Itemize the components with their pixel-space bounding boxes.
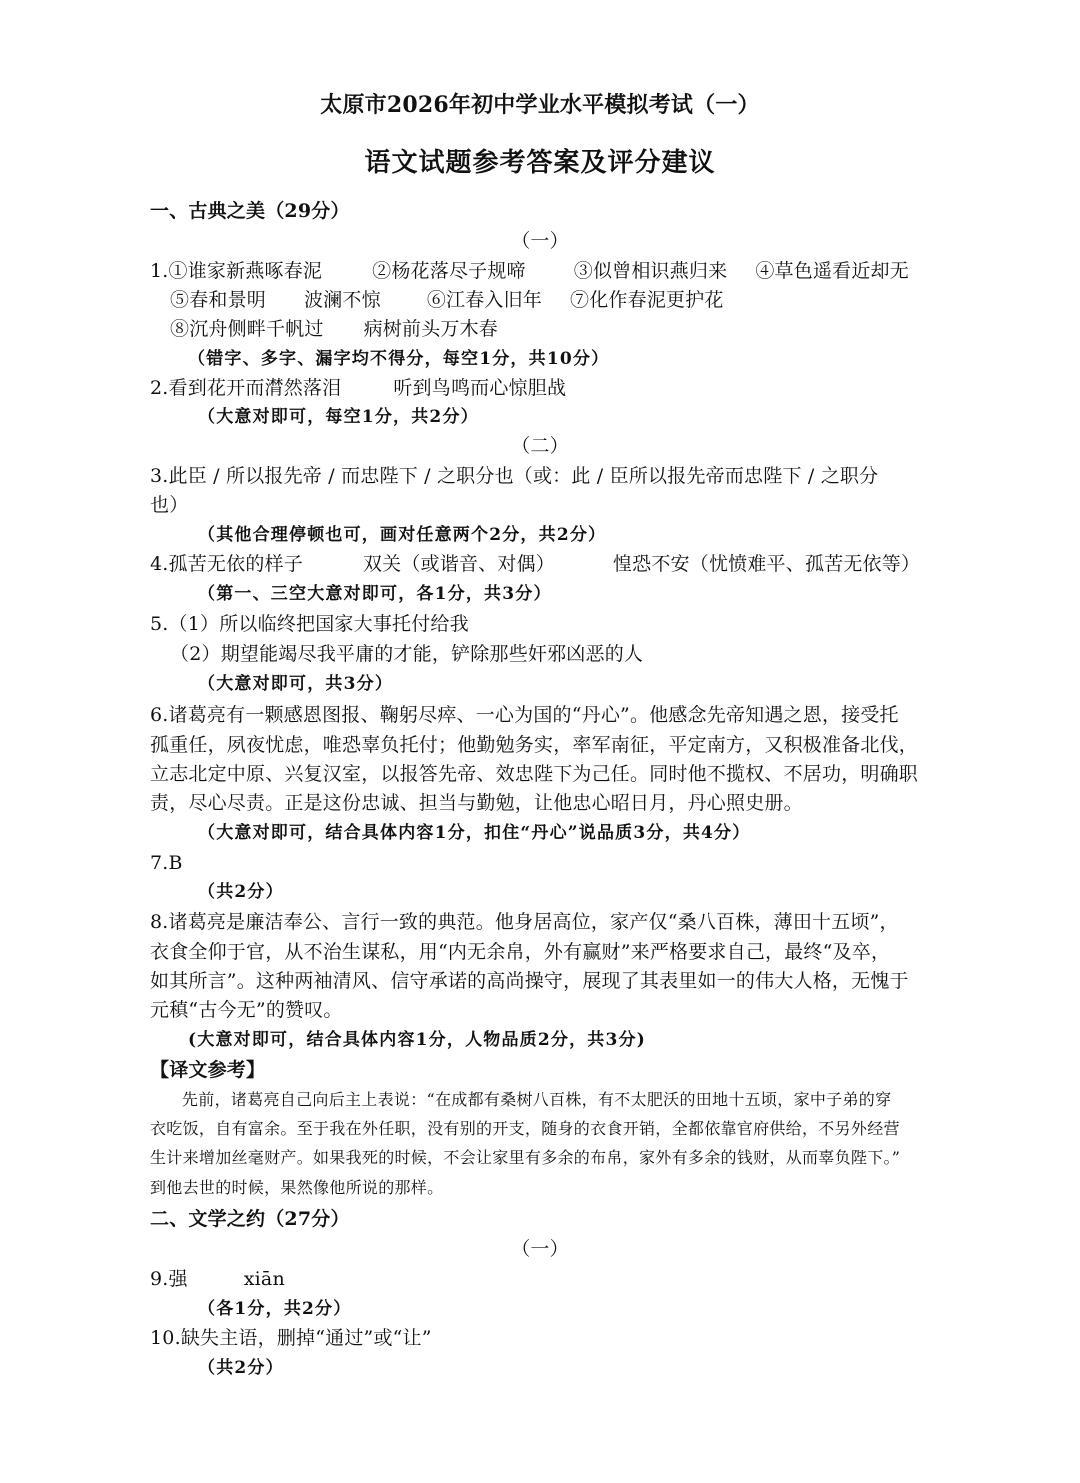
translation-heading: 【译文参考】 [150, 1059, 266, 1081]
q4-scoring-note: （第一、三空大意对即可，各1分，共3分） [198, 584, 552, 604]
q3-answer-line1: 3.此臣 / 所以报先帝 / 而忠陛下 / 之职分也（或：此 / 臣所以报先帝而忠陛下 / 之职分 [150, 465, 879, 487]
q1-blank-4: ④草色遥看近却无 [755, 260, 909, 282]
q9-blank-1: 9.强 [150, 1268, 188, 1290]
section2-heading: 二、文学之约（27分） [150, 1208, 350, 1230]
q2-blank-1: 2.看到花开而潸然落泪 [150, 377, 342, 399]
q3-scoring-note: （其他合理停顿也可，画对任意两个2分，共2分） [198, 525, 607, 545]
q10-scoring-note: （共2分） [198, 1358, 284, 1378]
q8-scoring-note: (大意对即可，结合具体内容1分，人物品质2分，共3分) [188, 1030, 646, 1050]
q2-scoring-note: （大意对即可，每空1分，共2分） [198, 407, 479, 427]
translation-line4: 到他去世的时候，果然像他所说的那样。 [150, 1178, 444, 1197]
q1-blank-6: ⑥江春入旧年 [426, 289, 543, 311]
q4-blank-1: 4.孤苦无依的样子 [150, 553, 303, 575]
q4-answer [150, 551, 920, 577]
q1-blank-8a: ⑧沉舟侧畔千帆过 [170, 318, 324, 340]
q2-answer [150, 375, 566, 401]
document-title: 太原市2026年初中学业水平模拟考试（一） [320, 92, 760, 118]
q6-scoring-note: （大意对即可，结合具体内容1分，扣住“丹心”说品质3分，共4分） [198, 823, 751, 843]
q7-scoring-note: （共2分） [198, 882, 284, 902]
q5-scoring-note: （大意对即可，共3分） [198, 674, 394, 694]
translation-line3: 生计来增加丝毫财产。如果我死的时候，不会让家里有多余的布帛，家外有多余的钱财，从而辜负陛下。” [150, 1148, 901, 1167]
q4-blank-2: 双关（或谐音、对偶） [362, 553, 555, 575]
q8-answer-line1: 8.诸葛亮是廉洁奉公、言行一致的典范。他身居高位，家产仅“桑八百株，薄田十五顷”， [150, 911, 899, 933]
q2-blank-2: 听到鸟鸣而心惊胆战 [393, 377, 567, 399]
q8-answer-line2: 衣食全仰于官，从不治生谋私，用“内无余帛，外有赢财”来严格要求自己，最终“及卒， [150, 941, 891, 963]
q6-answer-line4: 责，尽心尽责。正是这份忠诚、担当与勤勉，让他忠心昭日月，丹心照史册。 [150, 792, 803, 814]
q1-row3 [170, 316, 498, 342]
translation-line2: 衣吃饭，自有富余。至于我在外任职，没有别的开支，随身的衣食开销，全都依靠官府供给，不另外经营 [150, 1119, 900, 1138]
q6-answer-line3: 立志北定中原、兴复汉室，以报答先帝、效忠陛下为己任。同时他不揽权、不居功，明确职 [150, 763, 919, 785]
q9-answer [150, 1266, 285, 1292]
q1-row2 [170, 287, 724, 313]
q8-answer-line3: 如其所言”。这种两袖清风、信守承诺的高尚操守，展现了其表里如一的伟大人格，无愧于 [150, 970, 909, 992]
document-subtitle: 语文试题参考答案及评分建议 [364, 148, 716, 178]
q1-blank-5a: ⑤春和景明 [170, 289, 267, 311]
q1-blank-8b: 病树前头万木春 [363, 318, 499, 340]
q10-answer: 10.缺失主语，删掉“通过”或“让” [150, 1327, 432, 1349]
q1-row1 [150, 258, 909, 284]
translation-line1: 先前，诸葛亮自己向后主上表说：“在成都有桑树八百株，有不太肥沃的田地十五顷，家中子弟的穿 [182, 1090, 892, 1109]
q9-scoring-note: （各1分，共2分） [198, 1299, 352, 1319]
q6-answer-line2: 孤重任，夙夜忧虑，唯恐辜负托付；他勤勉务实，率军南征，平定南方，又积极准备北伐， [150, 734, 919, 756]
q1-blank-5b: 波澜不惊 [304, 289, 381, 311]
q1-blank-1: 1.①谁家新燕啄春泥 [150, 260, 323, 282]
q5-answer-2: （2）期望能竭尽我平庸的才能，铲除那些奸邪凶恶的人 [170, 643, 644, 665]
section1-heading: 一、古典之美（29分） [150, 200, 350, 222]
q5-answer-1: 5.（1）所以临终把国家大事托付给我 [150, 613, 469, 635]
q1-blank-7: ⑦化作春泥更护花 [570, 289, 724, 311]
q6-answer-line1: 6.诸葛亮有一颗感恩图报、鞠躬尽瘁、一心为国的“丹心”。他感念先帝知遇之恩，接受托 [150, 704, 899, 726]
q1-scoring-note: （错字、多字、漏字均不得分，每空1分，共10分） [188, 349, 610, 369]
q7-answer: 7.B [150, 852, 183, 874]
q4-blank-3: 惶恐不安（忧愤难平、孤苦无依等） [612, 553, 921, 575]
q3-answer-line2: 也） [150, 494, 189, 516]
q8-answer-line4: 元稹“古今无”的赞叹。 [150, 999, 343, 1021]
section1-part2-label: （二） [511, 435, 569, 457]
section2-part1-label: （一） [511, 1238, 569, 1260]
q1-blank-3: ③似曾相识燕归来 [573, 260, 728, 282]
section1-part1-label: （一） [511, 230, 569, 252]
q9-blank-2: xiān [243, 1268, 285, 1290]
q1-blank-2: ②杨花落尽子规啼 [372, 260, 526, 282]
